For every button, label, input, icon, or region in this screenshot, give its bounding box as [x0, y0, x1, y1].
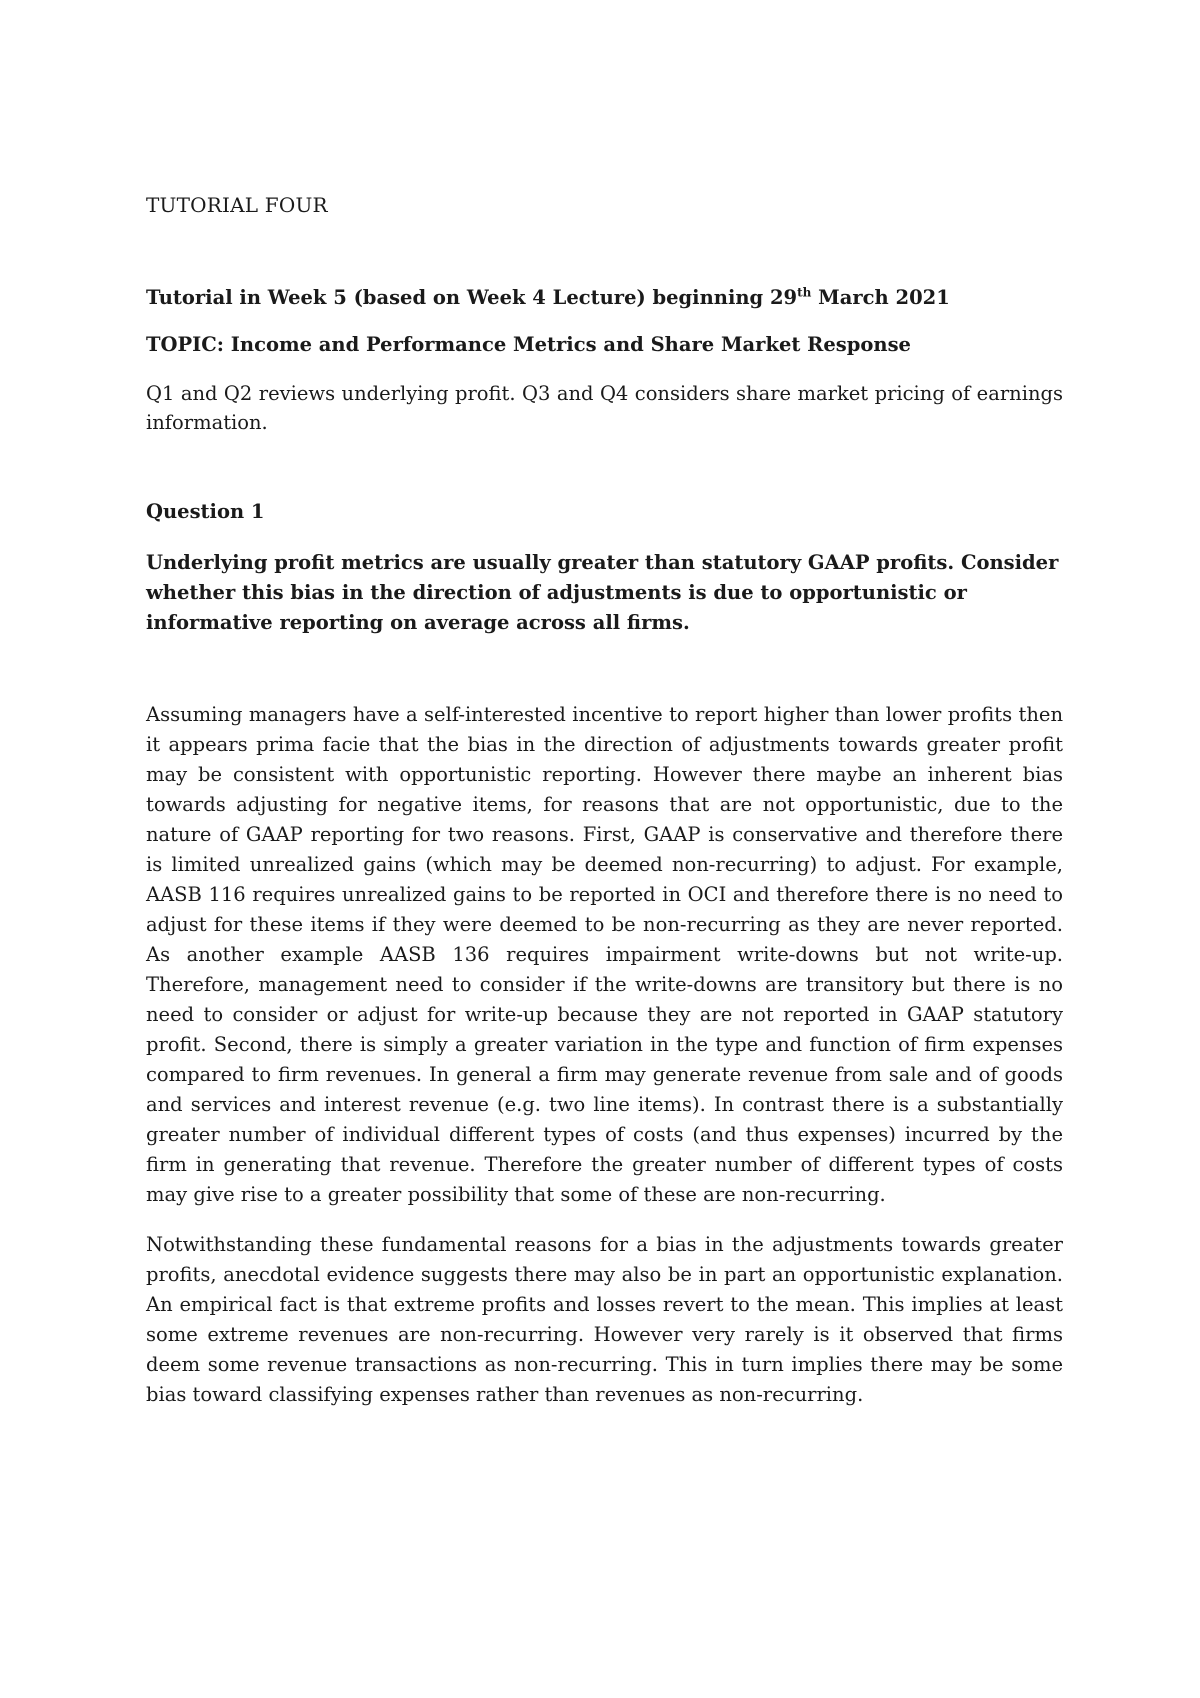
document-title: TUTORIAL FOUR	[146, 193, 328, 217]
intro-paragraph: Q1 and Q2 reviews underlying profit. Q3 and Q4 considers share market pricing of earnings information.	[146, 382, 1063, 434]
question-1-text: Underlying profit metrics are usually greater than statutory GAAP profits. Consider whether this bias in the direction of adjustments is due to opportunistic or informative reporting on average across all firms.	[146, 551, 1059, 634]
tutorial-schedule	[146, 286, 950, 309]
question-1-heading: Question 1	[146, 500, 265, 523]
answer-paragraph-1: Assuming managers have a self-interested incentive to report higher than lower profits then it appears prima facie that the bias in the direction of adjustments towards greater profit may be consistent with opportunistic reporting. However there maybe an inherent bias towards adjusting for negative items, for reasons that are not opportunistic, due to the nature of GAAP reporting for two reasons. First, GAAP is conservative and therefore there is limited unrealized gains (which may be deemed non-recurring) to adjust. For example, AASB 116 requires unrealized gains to be reported in OCI and therefore there is no need to adjust for these items if they were deemed to be non-recurring as they are never reported. As another example AASB 136 requires impairment write-downs but not write-up. Therefore, management need to consider if the write-downs are transitory but there is no need to consider or adjust for write-up because they are not reported in GAAP statutory profit. Second, there is simply a greater variation in the type and function of firm expenses compared to firm revenues. In general a firm may generate revenue from sale and of goods and services and interest revenue (e.g. two line items). In contrast there is a substantially greater number of individual different types of costs (and thus expenses) incurred by the firm in generating that revenue. Therefore the greater number of different types of costs may give rise to a greater possibility that some of these are non-recurring.	[146, 703, 1063, 1206]
tutorial-schedule-text: Tutorial in Week 5 (based on Week 4 Lecture) beginning 29	[146, 286, 798, 309]
answer-paragraph-2: Notwithstanding these fundamental reasons for a bias in the adjustments towards greater profits, anecdotal evidence suggests there may also be in part an opportunistic explanation. An empirical fact is that extreme profits and losses revert to the mean. This implies at least some extreme revenues are non-recurring. However very rarely is it observed that firms deem some revenue transactions as non-recurring. This in turn implies there may be some bias toward classifying expenses rather than revenues as non-recurring.	[146, 1233, 1063, 1406]
topic-heading: TOPIC: Income and Performance Metrics and Share Market Response	[146, 333, 911, 356]
date-ordinal-suffix: th	[797, 285, 812, 300]
tutorial-schedule-date: March 2021	[811, 286, 950, 309]
